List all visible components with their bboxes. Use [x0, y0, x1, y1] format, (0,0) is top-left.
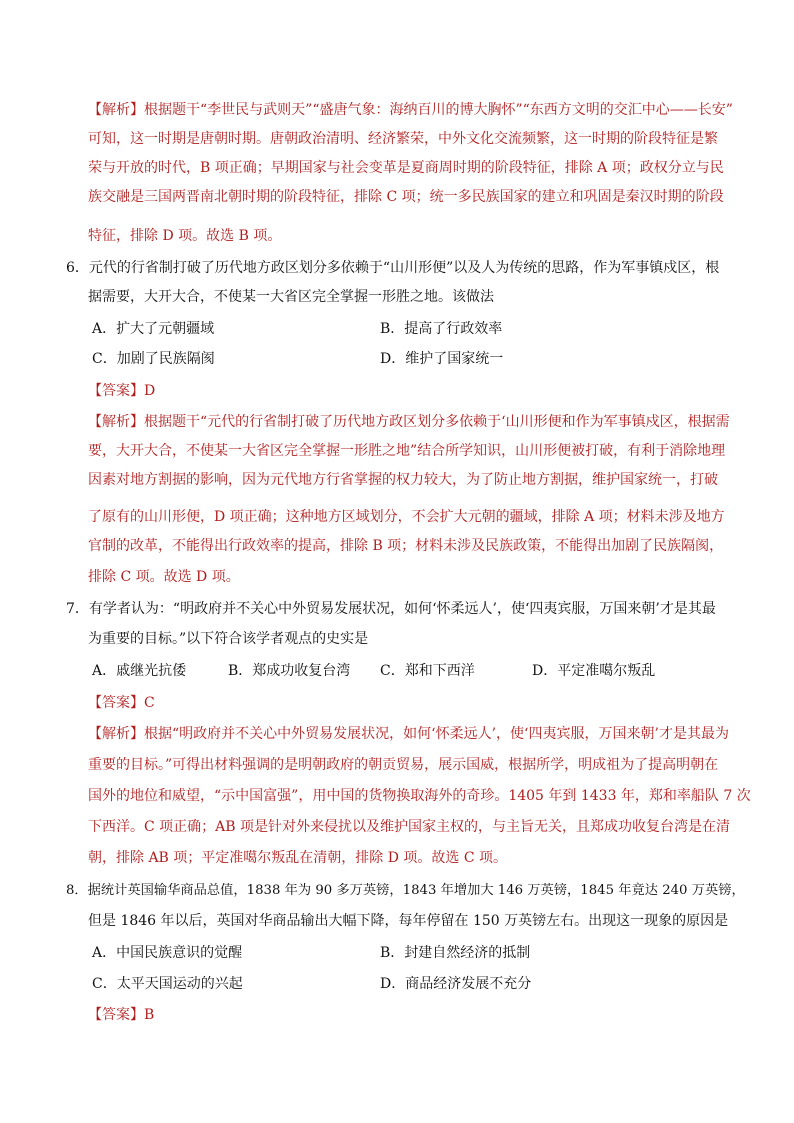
question-7-stem-line: 为重要的目标。”以下符合该学者观点的史实是	[88, 631, 369, 647]
question-6-stem-line: 6．元代的行省制打破了历代地方政区划分多依赖于“山川形便”以及人为传统的思路，作为军事镇戍区，根	[66, 260, 720, 276]
q5-analysis-line: 族交融是三国两晋南北朝时期的阶段特征，排除 C 项；统一多民族国家的建立和巩固是秦汉时期的阶段	[88, 189, 724, 205]
question-6-answer: 【答案】D	[88, 383, 156, 399]
q5-analysis-line: 可知，这一时期是唐朝时期。唐朝政治清明、经济繁荣，中外文化交流频繁，这一时期的阶段特征是繁	[88, 131, 718, 147]
question-7-option-c: C．郑和下西洋	[380, 663, 475, 679]
question-7-option-d: D．平定准噶尔叛乱	[532, 663, 656, 679]
question-6-analysis-line: 官制的改革，不能得出行政效率的提高，排除 B 项；材料未涉及民族政策，不能得出加剧了民族隔阂，	[88, 538, 724, 554]
question-8-option-d: D．商品经济发展不充分	[380, 976, 532, 992]
question-7-analysis-line: 重要的目标。”可得出材料强调的是明朝政府的朝贡贸易，展示国威，根据所学，明成祖为了提高明朝在	[88, 757, 719, 773]
question-6-analysis-line: 因素对地方割据的影响，因为元代地方行省掌握的权力较大，为了防止地方割据，维护国家统一，打破	[88, 472, 718, 488]
question-8-stem-line: 8．据统计英国输华商品总值，1838 年为 90 多万英镑，1843 年增加大 146 万英镑，1845 年竟达 240 万英镑，	[66, 883, 745, 898]
question-7-analysis-line: 朝，排除 AB 项；平定准噶尔叛乱在清朝，排除 D 项。故选 C 项。	[88, 850, 508, 866]
question-6-analysis-line: 要，大开大合，不使某一大省区完全掌握一形胜之地”结合所学知识，山川形便被打破，有利于消除地理	[88, 443, 726, 459]
question-6-option-a: A．扩大了元朝疆域	[92, 321, 215, 337]
question-7-stem-line: 7．有学者认为：“明政府并不关心中外贸易发展状况，如何‘怀柔远人’，使‘四夷宾服，万国来朝’才是其最	[66, 601, 716, 617]
q5-analysis-line: 荣与开放的时代，B 项正确；早期国家与社会变革是夏商周时期的阶段特征，排除 A 项；政权分立与民	[88, 160, 724, 176]
question-7-analysis-line: 下西洋。C 项正确；AB 项是针对外来侵扰以及维护国家主权的，与主旨无关，且郑成功收复台湾是在清	[88, 819, 731, 835]
question-6-analysis-line: 【解析】根据题干“元代的行省制打破了历代地方政区划分多依赖于‘山川形便和作为军事镇戍区，根据需	[88, 414, 730, 430]
question-6-analysis-line: 了原有的山川形便，D 项正确；这种地方区域划分，不会扩大元朝的疆域，排除 A 项；材料未涉及地方	[88, 509, 725, 525]
question-6-analysis-line: 排除 C 项。故选 D 项。	[88, 569, 240, 585]
q5-analysis-line: 【解析】根据题干“李世民与武则天”“盛唐气象：海纳百川的博大胸怀”“东西方文明的交汇中心——长安”	[88, 102, 733, 118]
question-7-option-a: A．戚继光抗倭	[92, 663, 187, 679]
question-6-option-c: C．加剧了民族隔阂	[92, 351, 215, 367]
question-8-option-c: C．太平天国运动的兴起	[92, 976, 243, 992]
question-7-answer: 【答案】C	[88, 695, 155, 711]
question-8-stem-line: 但是 1846 年以后，英国对华商品输出大幅下降，每年停留在 150 万英镑左右。出现这一现象的原因是	[88, 913, 729, 929]
question-6-stem-line: 据需要，大开大合，不使某一大省区完全掌握一形胜之地。该做法	[88, 289, 494, 305]
question-8-option-a: A．中国民族意识的觉醒	[92, 945, 243, 961]
question-8-option-b: B．封建自然经济的抵制	[380, 945, 531, 961]
question-6-option-b: B．提高了行政效率	[380, 321, 503, 337]
question-7-analysis-line: 国外的地位和威望，“示中国富强”，用中国的货物换取海外的奇珍。1405 年到 1433 年，郑和率船队 7 次	[88, 788, 751, 804]
question-6-option-d: D．维护了国家统一	[380, 351, 504, 367]
q5-analysis-line: 特征，排除 D 项。故选 B 项。	[88, 228, 282, 244]
question-7-analysis-line: 【解析】根据“明政府并不关心中外贸易发展状况，如何‘怀柔远人’，使‘四夷宾服，万国来朝’才是其最为	[88, 726, 729, 742]
question-7-option-b: B．郑成功收复台湾	[228, 663, 351, 679]
question-8-answer: 【答案】B	[88, 1007, 155, 1023]
